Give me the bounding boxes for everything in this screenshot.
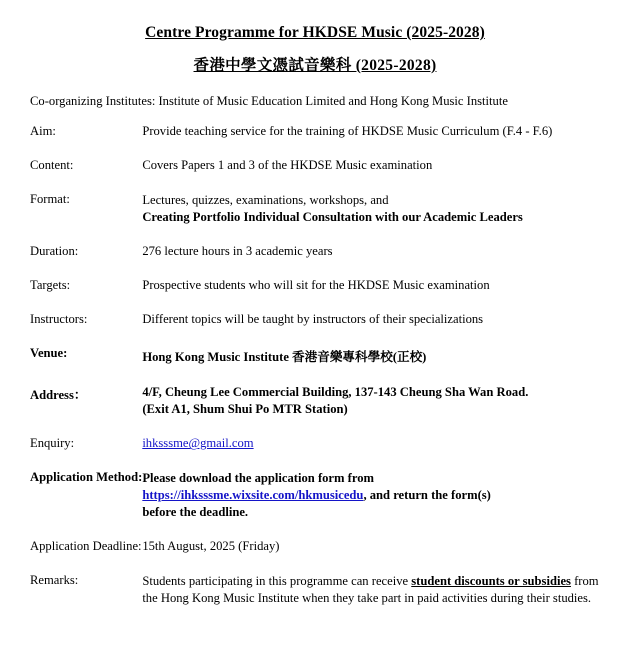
row-label-aim: Aim:	[30, 124, 56, 138]
spacer-cell	[142, 173, 602, 192]
spacer-cell	[30, 417, 142, 436]
row-value-format	[142, 192, 602, 225]
row-value-duration: 276 lecture hours in 3 academic years	[142, 244, 333, 259]
row-spacer	[30, 327, 602, 346]
row-value-remarks	[142, 573, 602, 606]
row-spacer	[30, 554, 602, 573]
row-spacer	[30, 365, 602, 384]
row-value-enquiry	[142, 436, 602, 451]
application-method-line-3: before the deadline.	[142, 504, 249, 519]
row-spacer	[30, 225, 602, 244]
table-row	[30, 384, 602, 417]
email-link[interactable]: ihksssme@gmail.com	[142, 436, 254, 451]
row-label-duration: Duration:	[30, 244, 79, 259]
table-row	[30, 312, 602, 327]
row-label-application-deadline: Application Deadline:	[30, 539, 142, 554]
row-value-address	[142, 384, 602, 417]
address-line-1: 4/F, Cheung Lee Commercial Building, 137-143 Cheung Sha Wan Road.	[142, 385, 529, 400]
row-label-targets: Targets:	[30, 278, 71, 293]
row-value-content: Covers Papers 1 and 3 of the HKDSE Music examination	[142, 158, 433, 172]
page-title-chinese: 香港中學文憑試音樂科 (2025-2028)	[193, 57, 437, 74]
table-row	[30, 192, 602, 225]
spacer-cell	[142, 451, 602, 470]
table-row	[30, 158, 602, 173]
row-label-enquiry: Enquiry:	[30, 436, 75, 451]
application-method-line-1: Please download the application form from	[142, 471, 375, 486]
spacer-cell	[30, 173, 142, 192]
format-line-2: Creating Portfolio Individual Consultation with our Academic Leaders	[142, 209, 523, 224]
spacer-cell	[142, 225, 602, 244]
row-spacer	[30, 259, 602, 278]
row-label-application-method: Application Method:	[30, 470, 143, 485]
spacer-cell	[142, 139, 602, 158]
table-row	[30, 278, 602, 293]
address-line-2: (Exit A1, Shum Shui Po MTR Station)	[142, 401, 348, 416]
row-spacer	[30, 451, 602, 470]
spacer-cell	[142, 520, 602, 539]
spacer-cell	[30, 293, 142, 312]
title-block	[0, 24, 630, 75]
spacer-cell	[30, 225, 142, 244]
table-row	[30, 124, 602, 139]
row-label-address: Address：	[30, 388, 87, 403]
row-spacer	[30, 417, 602, 436]
spacer-cell	[142, 554, 602, 573]
page-title-english: Centre Programme for HKDSE Music (2025-2028)	[145, 24, 485, 41]
remarks-part-1: Students participating in this programme can receive	[142, 574, 412, 589]
row-value-application-method	[142, 470, 602, 520]
row-value-application-deadline: 15th August, 2025 (Friday)	[142, 539, 280, 554]
application-method-line-2	[142, 487, 602, 504]
spacer-cell	[30, 259, 142, 278]
row-spacer	[30, 293, 602, 312]
row-label-remarks: Remarks:	[30, 573, 79, 588]
document-body	[0, 94, 630, 606]
spacer-cell	[30, 520, 142, 539]
spacer-cell	[142, 417, 602, 436]
table-row	[30, 573, 602, 606]
spacer-cell	[30, 451, 142, 470]
spacer-cell	[30, 365, 142, 384]
details-table	[30, 124, 602, 606]
table-row	[30, 346, 602, 365]
document-page	[0, 24, 630, 654]
spacer-cell	[30, 554, 142, 573]
table-row	[30, 539, 602, 554]
row-label-content: Content:	[30, 158, 74, 172]
spacer-cell	[142, 259, 602, 278]
row-label-instructors: Instructors:	[30, 312, 88, 327]
table-row	[30, 470, 602, 520]
spacer-cell	[30, 139, 142, 158]
co-organizing-institutes: Co-organizing Institutes: Institute of Music Education Limited and Hong Kong Music Institute	[30, 94, 508, 108]
application-method-after-link: , and return the form(s)	[363, 488, 491, 503]
spacer-cell	[142, 327, 602, 346]
spacer-cell	[30, 327, 142, 346]
table-row	[30, 244, 602, 259]
row-value-instructors: Different topics will be taught by instructors of their specializations	[142, 312, 484, 327]
row-spacer	[30, 139, 602, 158]
row-spacer	[30, 173, 602, 192]
application-form-link[interactable]: https://ihksssme.wixsite.com/hkmusicedu	[142, 488, 364, 503]
remarks-highlight: student discounts or subsidies	[411, 574, 571, 589]
table-row	[30, 436, 602, 451]
format-line-1: Lectures, quizzes, examinations, workshops, and	[142, 193, 389, 207]
row-value-aim: Provide teaching service for the training of HKDSE Music Curriculum (F.4 - F.6)	[142, 124, 553, 138]
row-label-format: Format:	[30, 192, 70, 206]
remarks-part-2: from the Hong Kong Music Institute when they take part in paid activities during their studies.	[142, 574, 599, 605]
row-label-venue: Venue:	[30, 346, 68, 361]
row-value-targets: Prospective students who will sit for the HKDSE Music examination	[142, 278, 490, 293]
spacer-cell	[142, 293, 602, 312]
row-value-venue: Hong Kong Music Institute 香港音樂專科學校(正校)	[142, 350, 427, 365]
row-spacer	[30, 520, 602, 539]
spacer-cell	[142, 365, 602, 384]
